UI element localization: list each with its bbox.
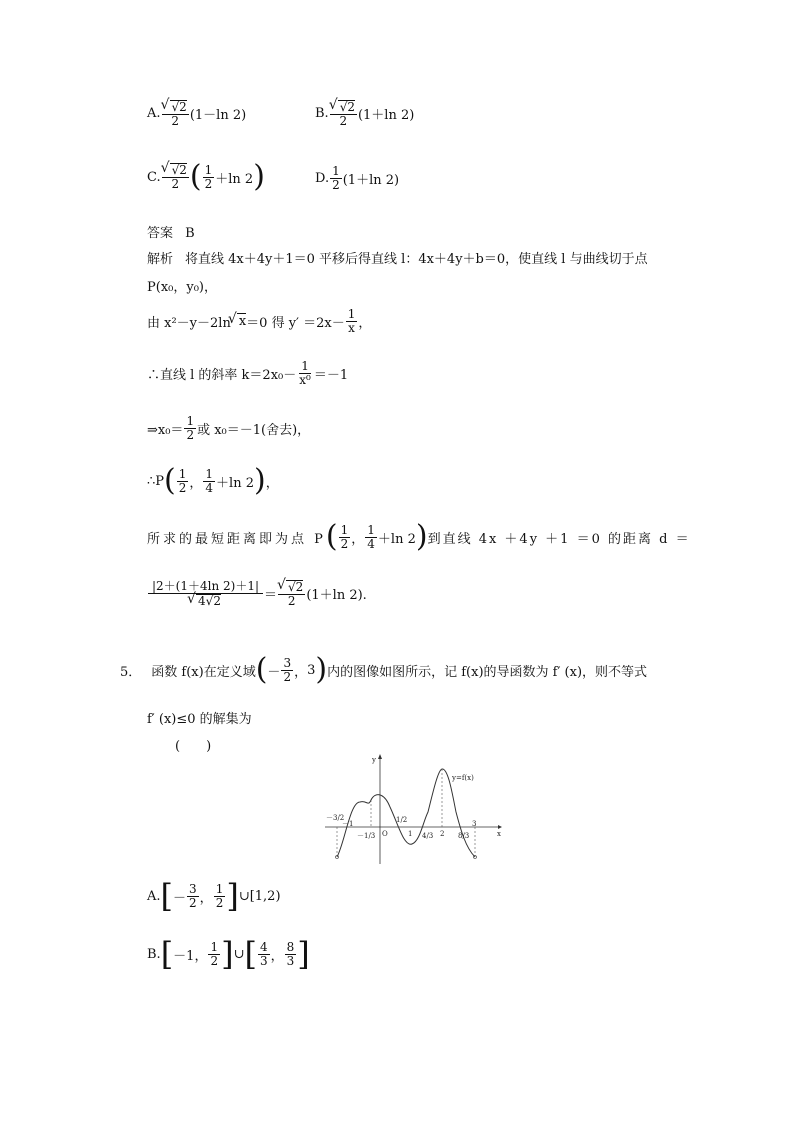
tick-label: 1 [408, 830, 413, 838]
tick-label: 1/2 [396, 816, 408, 824]
solution-line-8: |2＋(1＋4ln 2)＋1| √ 4√2 ＝ √ $\frac{√2}{2}$ (1＋ln 2). [147, 580, 367, 607]
answer-blank: ( ) [175, 739, 212, 754]
option-a: A. √ $\frac{√2}{2}$ (1－ln 2) [147, 100, 246, 127]
q5-option-b: B. [ －1， $\frac{1}{2}$ ] ∪ [ $\frac{4}{3}$ ， $\frac{8}{3}$ ] [147, 935, 310, 973]
tick-label: 3 [472, 820, 477, 828]
tick-label: －1 [342, 820, 354, 828]
answer-value: B [185, 226, 195, 241]
curve-label: y=f(x) [452, 774, 474, 782]
tick-label: －3/2 [326, 814, 345, 822]
x-axis-label: x [497, 830, 501, 838]
function-graph [320, 752, 505, 867]
solution-line-7: 所求的最短距离即为点 P ( $\frac{1}{2}$ ， $\frac{1}{4}$ ＋ln 2 ) 到直线 4x ＋4y ＋1 ＝0 的距离 d ＝ [147, 519, 691, 554]
option-d: D. $\frac{1}{2}$ (1＋ln 2) [315, 164, 400, 192]
solution-line-3: 由 x²－y－2ln √ x ＝0 得 y′ ＝2x－ $\frac{1}{x}$ ， [147, 308, 371, 334]
answer-line [147, 222, 195, 241]
origin-label: O [382, 830, 388, 838]
option-b: B. √ $\frac{√2}{2}$ (1＋ln 2) [315, 100, 414, 127]
question-number: 5． [120, 664, 142, 680]
solution-line-2: P(x₀，y₀)， [147, 280, 217, 295]
option-c: C. √ $\frac{√2}{2}$ ( $\frac{1}{2}$ ＋ln 2 ) [147, 162, 265, 192]
tick-label: －1/3 [357, 832, 376, 840]
solution-line-5: ⇒x₀＝ $\frac{1}{2}$ 或 x₀＝－1(舍去)， [147, 414, 311, 442]
y-axis-label: y [372, 756, 376, 764]
function-curve [337, 769, 475, 857]
question-5-line-1: 5． 函数 f(x)在定义域 ( － $\frac{3}{2}$ ， 3 ) 内的图像如图所示，记 f(x)的导函数为 f′ (x)，则不等式 [120, 652, 648, 687]
solution-line-4: ∴直线 l 的斜率 k＝2x₀－ $\frac{1}{\text{x⁰}}$ ＝－1 [147, 359, 349, 387]
tick-label: 2 [440, 830, 445, 838]
answer-label: 答案 [147, 226, 174, 241]
solution-line-6: ∴P ( $\frac{1}{2}$ ， $\frac{1}{4}$ ＋ln 2 ) ， [147, 463, 279, 498]
solution-line-1: 解析 将直线 4x＋4y＋1＝0 平移后得直线 l：4x＋4y＋b＝0，使直线 l 与曲线切于点 [147, 252, 648, 267]
question-5-line-2: f′ (x)≤0 的解集为 [147, 712, 252, 727]
q5-option-a: A. [ － $\frac{3}{2}$ ， $\frac{1}{2}$ ] ∪[1,2) [147, 877, 281, 915]
tick-label: 8/3 [458, 832, 470, 840]
tick-label: 4/3 [422, 832, 434, 840]
